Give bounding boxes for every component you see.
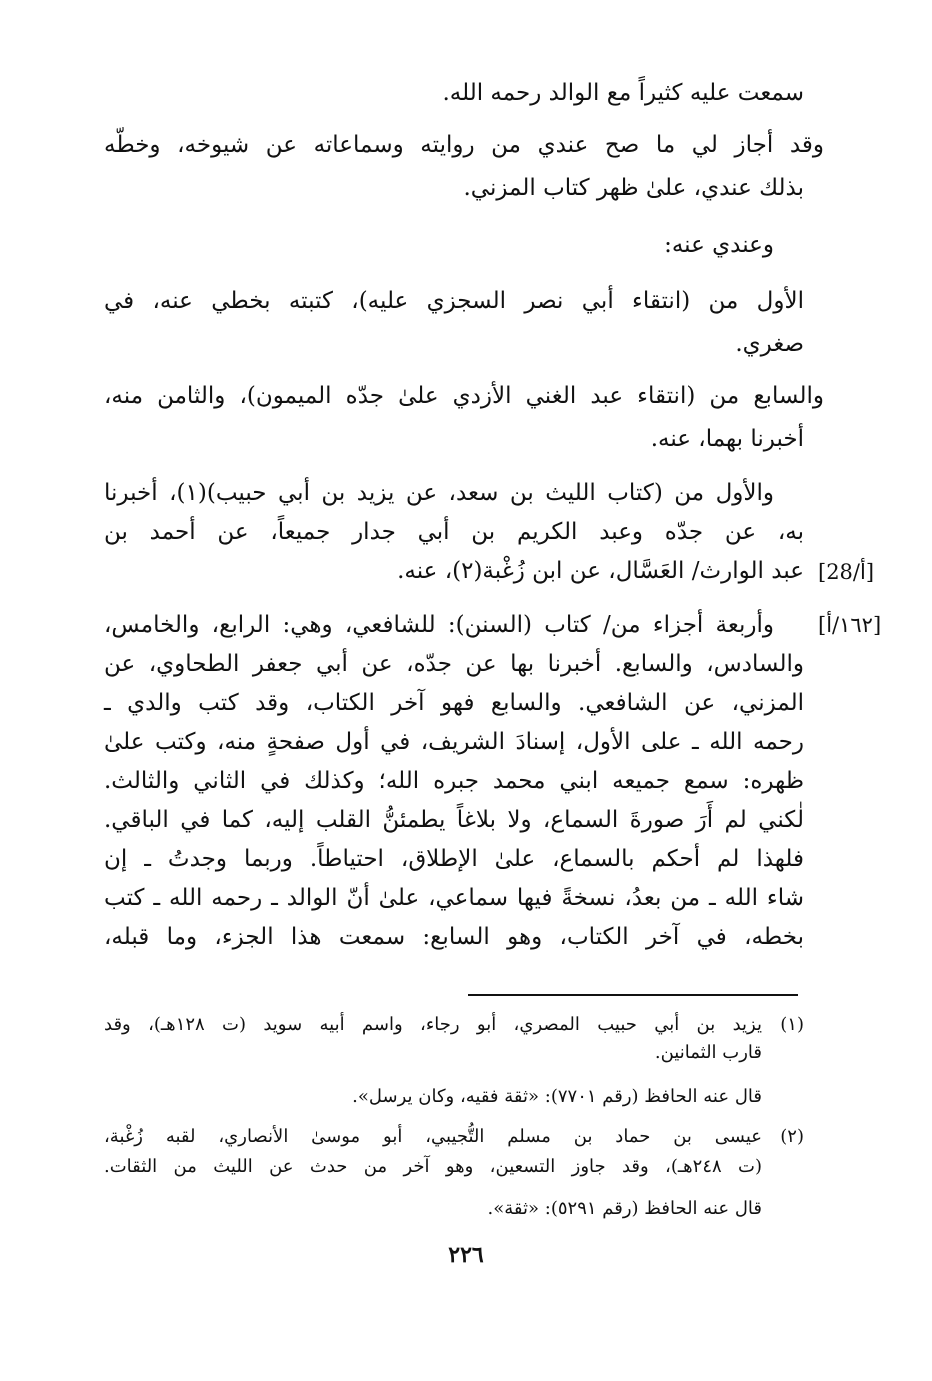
body-line-10: به، عن جدّه وعبد الكريم بن أبي جدار جميعاً، عن أحمد بن [104, 519, 804, 545]
body-line-19: شاء الله ـ من بعدُ، نسخةً فيها سماعي، علىٰ أنّ الوالد ـ رحمه الله ـ كتب [104, 885, 804, 911]
body-line-17: لٰكني لم أَرَ صورةَ السماع، ولا بلاغاً يطمئنُّ القلب إليه، كما في الباقي. [104, 807, 804, 833]
footnote-2-line-2: (ت ٢٤٨هـ)، وقد جاوز التسعين، وهو آخر من حدث عن الليث من الثقات. [104, 1156, 763, 1177]
body-line-5: الأول من (انتقاء أبي نصر السجزي عليه)، كتبته بخطي عنه، في [104, 288, 804, 314]
body-line-9: والأول من (كتاب الليث بن سعد، عن يزيد بن أبي حبيب)(١)، أخبرنا [104, 480, 774, 506]
body-line-20: بخطه، في آخر الكتاب، وهو السابع: سمعت هذا الجزء، وما قبله، [104, 924, 804, 950]
body-line-1: سمعت عليه كثيراً مع الوالد رحمه الله. [442, 80, 804, 106]
body-line-16: ظهره: سمع جميعه ابني محمد جبره الله؛ وكذلك في الثاني والثالث. [104, 768, 804, 794]
footnote-2-line-1: عيسى بن حماد بن مسلم التُّجيبي، أبو موسىٰ الأنصاري، لقبه زُغْبة، [104, 1126, 762, 1147]
footnote-2-number: (٢) [780, 1126, 804, 1147]
margin-note-folio-28: [28/أ] [818, 560, 875, 584]
body-line-15: رحمه الله ـ على الأول، إسنادَ الشريف، في أول صفحةٍ منه، وكتب علىٰ [104, 729, 804, 755]
body-line-14: المزني، عن الشافعي. والسابع فهو آخر الكتاب، وقد كتب والدي ـ [104, 690, 804, 716]
body-line-6: صغري. [735, 331, 804, 357]
margin-note-folio-162: [١٦٢/أ] [818, 613, 882, 637]
page-number: ٢٢٦ [448, 1242, 484, 1268]
body-line-4: وعندي عنه: [664, 232, 774, 258]
body-line-12: وأربعة أجزاء من/ كتاب (السنن): للشافعي، وهي: الرابع، والخامس، [104, 612, 774, 638]
footnote-2-line-3: قال عنه الحافظ (رقم ٥٢٩١): «ثقة». [487, 1198, 762, 1219]
body-line-8: أخبرنا بهما، عنه. [650, 426, 804, 452]
body-line-7: والسابع من (انتقاء عبد الغني الأزدي علىٰ جدّه الميمون)، والثامن منه، [104, 383, 824, 409]
footnote-1-line-2: قارب الثمانين. [654, 1042, 762, 1063]
body-line-18: فلهذا لم أحكم بالسماع، علىٰ الإطلاق، احتياطاً. وربما وجدتُ ـ إن [104, 846, 804, 872]
footnote-1-line-1: يزيد بن أبي حبيب المصري، أبو رجاء، واسم أبيه سويد (ت ١٢٨هـ)، وقد [104, 1014, 762, 1035]
body-line-13: والسادس، والسابع. أخبرنا بها عن جدّه، عن أبي جعفر الطحاوي، عن [104, 651, 804, 677]
body-line-11: عبد الوارث/ العَسَّال، عن ابن زُغْبة(٢)، عنه. [397, 558, 804, 584]
footnote-1-line-3: قال عنه الحافظ (رقم ٧٧٠١): «ثقة فقيه، وكان يرسل». [352, 1086, 762, 1107]
footnote-separator [468, 994, 798, 996]
footnote-1-number: (١) [780, 1014, 804, 1035]
body-line-2: وقد أجاز لي ما صح عندي من روايته وسماعاته عن شيوخه، وخطّه [104, 132, 824, 158]
body-line-3: بذلك عندي، علىٰ ظهر كتاب المزني. [463, 175, 804, 201]
